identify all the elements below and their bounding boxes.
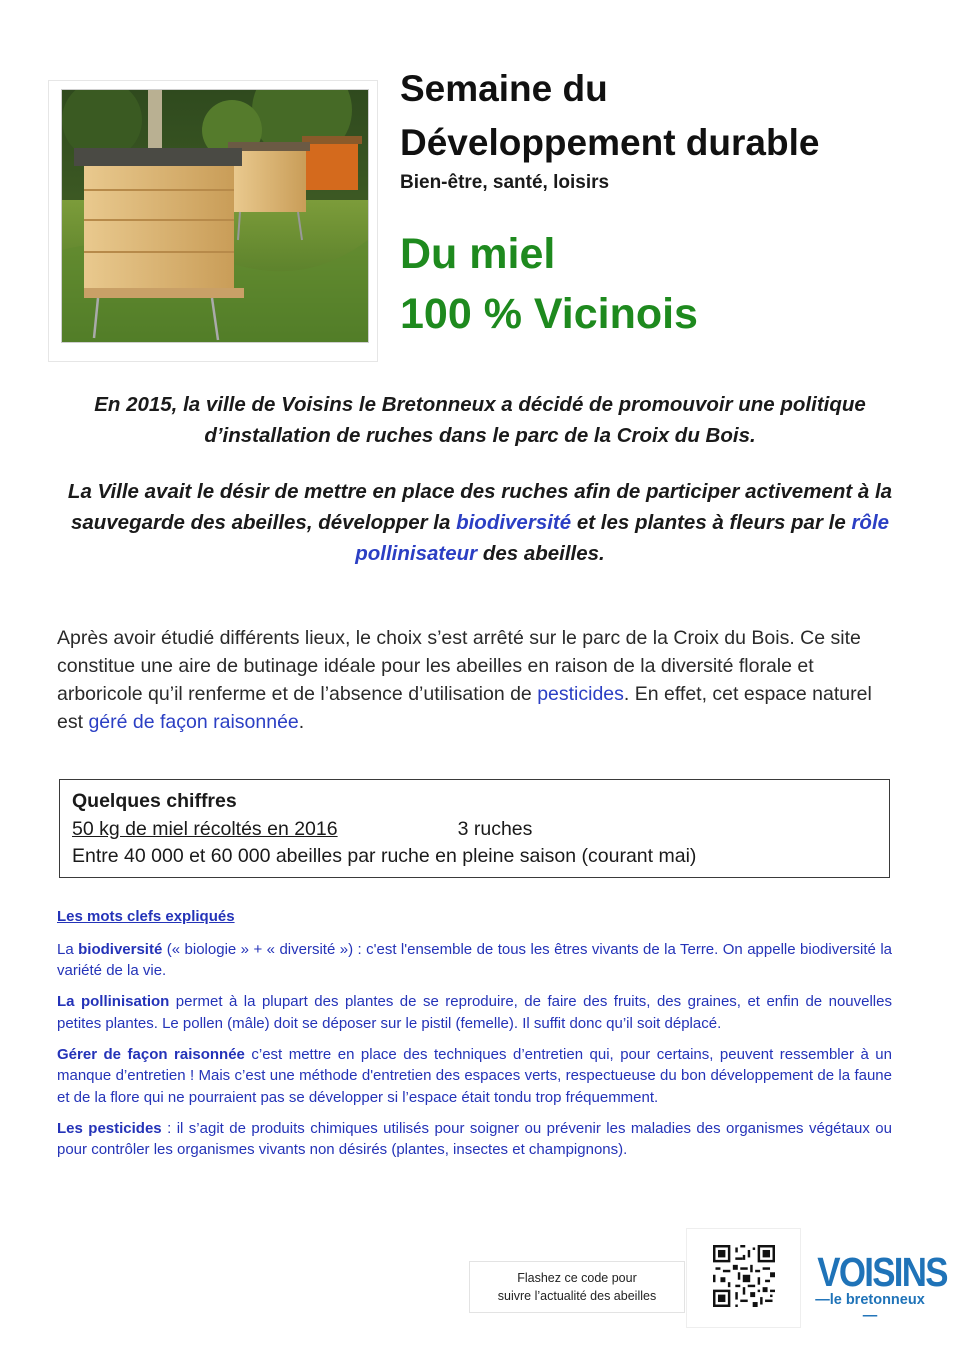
headline-line1: Du miel: [400, 230, 556, 278]
keyword-text: La: [57, 940, 79, 958]
pesticides-term: pesticides: [537, 683, 624, 705]
page-title-line2: Développement durable: [400, 122, 820, 163]
intro-text: et les plantes à fleurs par le: [571, 511, 852, 534]
page-subtitle: Bien-être, santé, loisirs: [400, 172, 610, 193]
body-text: Après avoir étudié différents lieux, le choix s’est arrêté sur le parc de la Croix du Bois. Ce site constitue une aire de butinage idéale pour les abeilles en raison de la diversité florale et arboricole qu’il renferme et de l’absence d’utilisation de: [57, 627, 861, 705]
keyword-definition: : il s’agit de produits chimiques utilisés pour soigner ou prévenir les maladies des organismes végétaux ou pour contrôler les organismes vivants non désirés (plantes, insectes et champignons).: [57, 1119, 892, 1159]
beehive-photo: [61, 89, 369, 343]
qr-frame: [686, 1228, 801, 1328]
keyword-definition: permet à la plupart des plantes de se reproduire, de faire des fruits, des graines, et enfin de nouvelles petites plantes. Le pollen (mâle) doit se déposer sur le pistil (femelle). Il suffit donc qu’il soit déplacé.: [57, 993, 892, 1032]
header: [400, 62, 940, 338]
photo-frame: [48, 80, 378, 362]
figures-box: [59, 779, 890, 878]
intro-text: La Ville avait le désir de mettre en place des ruches afin de participer activement à la sauvegarde des abeilles, développer la: [67, 480, 893, 534]
headline-line2: 100 % Vicinois: [400, 290, 698, 338]
hives-figure: 3 ruches: [457, 817, 533, 840]
qr-caption-line2: suivre l’actualité des abeilles: [497, 1289, 657, 1303]
voisins-logo[interactable]: [808, 1249, 947, 1324]
keyword-biodiversite: [57, 939, 892, 982]
logo-wordmark: VOISINS: [817, 1249, 947, 1295]
keywords-title: Les mots clefs expliqués: [57, 908, 235, 925]
role-pollinisateur-term: rôle pollinisateur: [355, 511, 890, 565]
page-title-line1: Semaine du: [400, 68, 608, 109]
qr-caption-box: [469, 1261, 685, 1313]
figures-row-1: [72, 816, 877, 844]
logo-subline: —le bretonneux—: [815, 1292, 925, 1324]
keyword-term: Les pesticides: [57, 1119, 162, 1137]
intro-paragraph-1: En 2015, la ville de Voisins le Bretonneux a décidé de promouvoir une politique d’installation de ruches dans le parc de la Croix du Bois.: [94, 393, 866, 447]
qr-code-icon[interactable]: [713, 1245, 775, 1307]
keyword-term: biodiversité: [78, 940, 163, 958]
qr-caption-line1: Flashez ce code pour: [517, 1271, 637, 1285]
keyword-term: Gérer de façon raisonnée: [57, 1045, 245, 1063]
gere-term: géré de façon raisonnée: [88, 711, 299, 733]
keyword-term: La pollinisation: [57, 993, 170, 1011]
keyword-definition: (« biologie » + « diversité ») : c'est l'ensemble de tous les êtres vivants de la Terre. On appelle biodiversité la variété de la vie.: [57, 940, 892, 980]
bees-figure: Entre 40 000 et 60 000 abeilles par ruche en pleine saison (courant mai): [72, 845, 697, 867]
keyword-definition: c’est mettre en place des techniques d’entretien qui, pour certains, peuvent ressembler à un manque d’entretien ! Mais c’est une méthode d'entretien des espaces verts, respectueuse du bon développement de la faune et de la flore qui ne pourraient pas se développer si l’espace était tondu trop fréquemment.: [57, 1045, 892, 1106]
body-text: .: [298, 711, 305, 733]
body-paragraph: [57, 624, 897, 736]
intro-text: des abeilles.: [477, 542, 605, 565]
figures-title: Quelques chiffres: [72, 790, 237, 812]
intro-paragraph-2: [60, 476, 900, 569]
body-text: . En effet, cet espace naturel est: [57, 683, 872, 733]
keyword-pesticides: [57, 1118, 892, 1161]
keyword-gerer: [57, 1044, 892, 1109]
keywords-section: [57, 906, 892, 1170]
keyword-pollinisation: [57, 991, 892, 1034]
biodiversite-term: biodiversité: [456, 511, 572, 534]
honey-figure: 50 kg de miel récoltés en 2016: [72, 817, 338, 840]
